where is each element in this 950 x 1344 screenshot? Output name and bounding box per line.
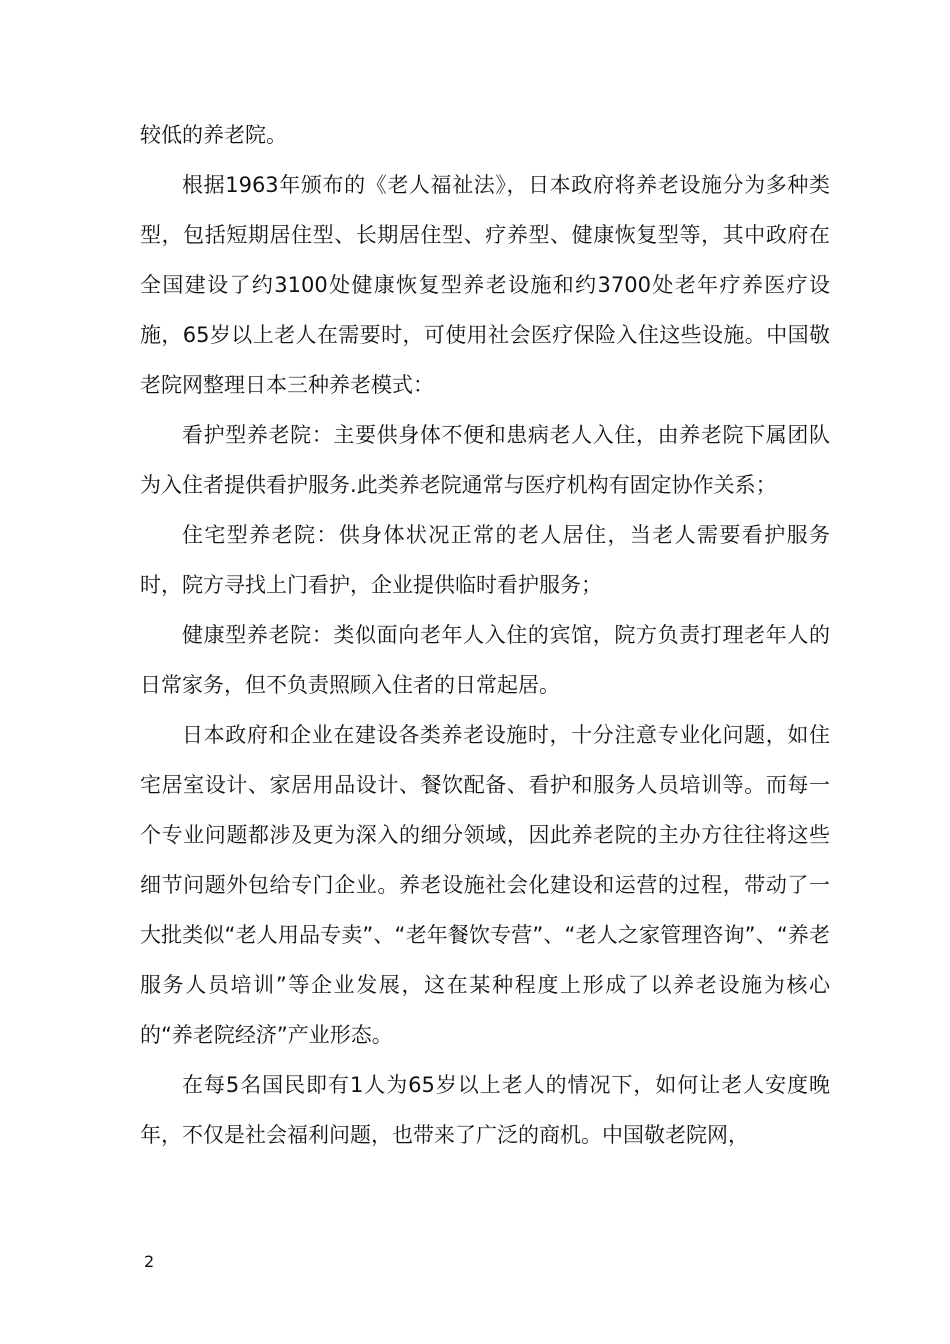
paragraph-5: 健康型养老院：类似面向老年人入住的宾馆，院方负责打理老年人的日常家务，但不负责照顾入住者的日常起居。 bbox=[140, 623, 830, 697]
document-body bbox=[140, 110, 830, 1160]
paragraph-2: 根据1963年颁布的《老人福祉法》，日本政府将养老设施分为多种类型，包括短期居住型、长期居住型、疗养型、健康恢复型等，其中政府在全国建设了约3100处健康恢复型养老设施和约3700处老年疗养医疗设施，65岁以上老人在需要时，可使用社会医疗保险入住这些设施。中国敬老院网整理日本三种养老模式： bbox=[140, 173, 830, 397]
paragraph-1: 较低的养老院。 bbox=[140, 123, 287, 147]
page-number: 2 bbox=[144, 1252, 155, 1271]
paragraph-4: 住宅型养老院：供身体状况正常的老人居住，当老人需要看护服务时，院方寻找上门看护，企业提供临时看护服务； bbox=[140, 523, 830, 597]
paragraph-6: 日本政府和企业在建设各类养老设施时，十分注意专业化问题，如住宅居室设计、家居用品设计、餐饮配备、看护和服务人员培训等。而每一个专业问题都涉及更为深入的细分领域，因此养老院的主办方往往将这些细节问题外包给专门企业。养老设施社会化建设和运营的过程，带动了一大批类似“老人用品专卖”、“老年餐饮专营”、“老人之家管理咨询”、“养老服务人员培训”等企业发展，这在某种程度上形成了以养老设施为核心的“养老院经济”产业形态。 bbox=[140, 723, 830, 1047]
paragraph-3: 看护型养老院：主要供身体不便和患病老人入住，由养老院下属团队为入住者提供看护服务.此类养老院通常与医疗机构有固定协作关系； bbox=[140, 423, 830, 497]
paragraph-7: 在每5名国民即有1人为65岁以上老人的情况下，如何让老人安度晚年，不仅是社会福利问题，也带来了广泛的商机。中国敬老院网， bbox=[140, 1073, 830, 1147]
